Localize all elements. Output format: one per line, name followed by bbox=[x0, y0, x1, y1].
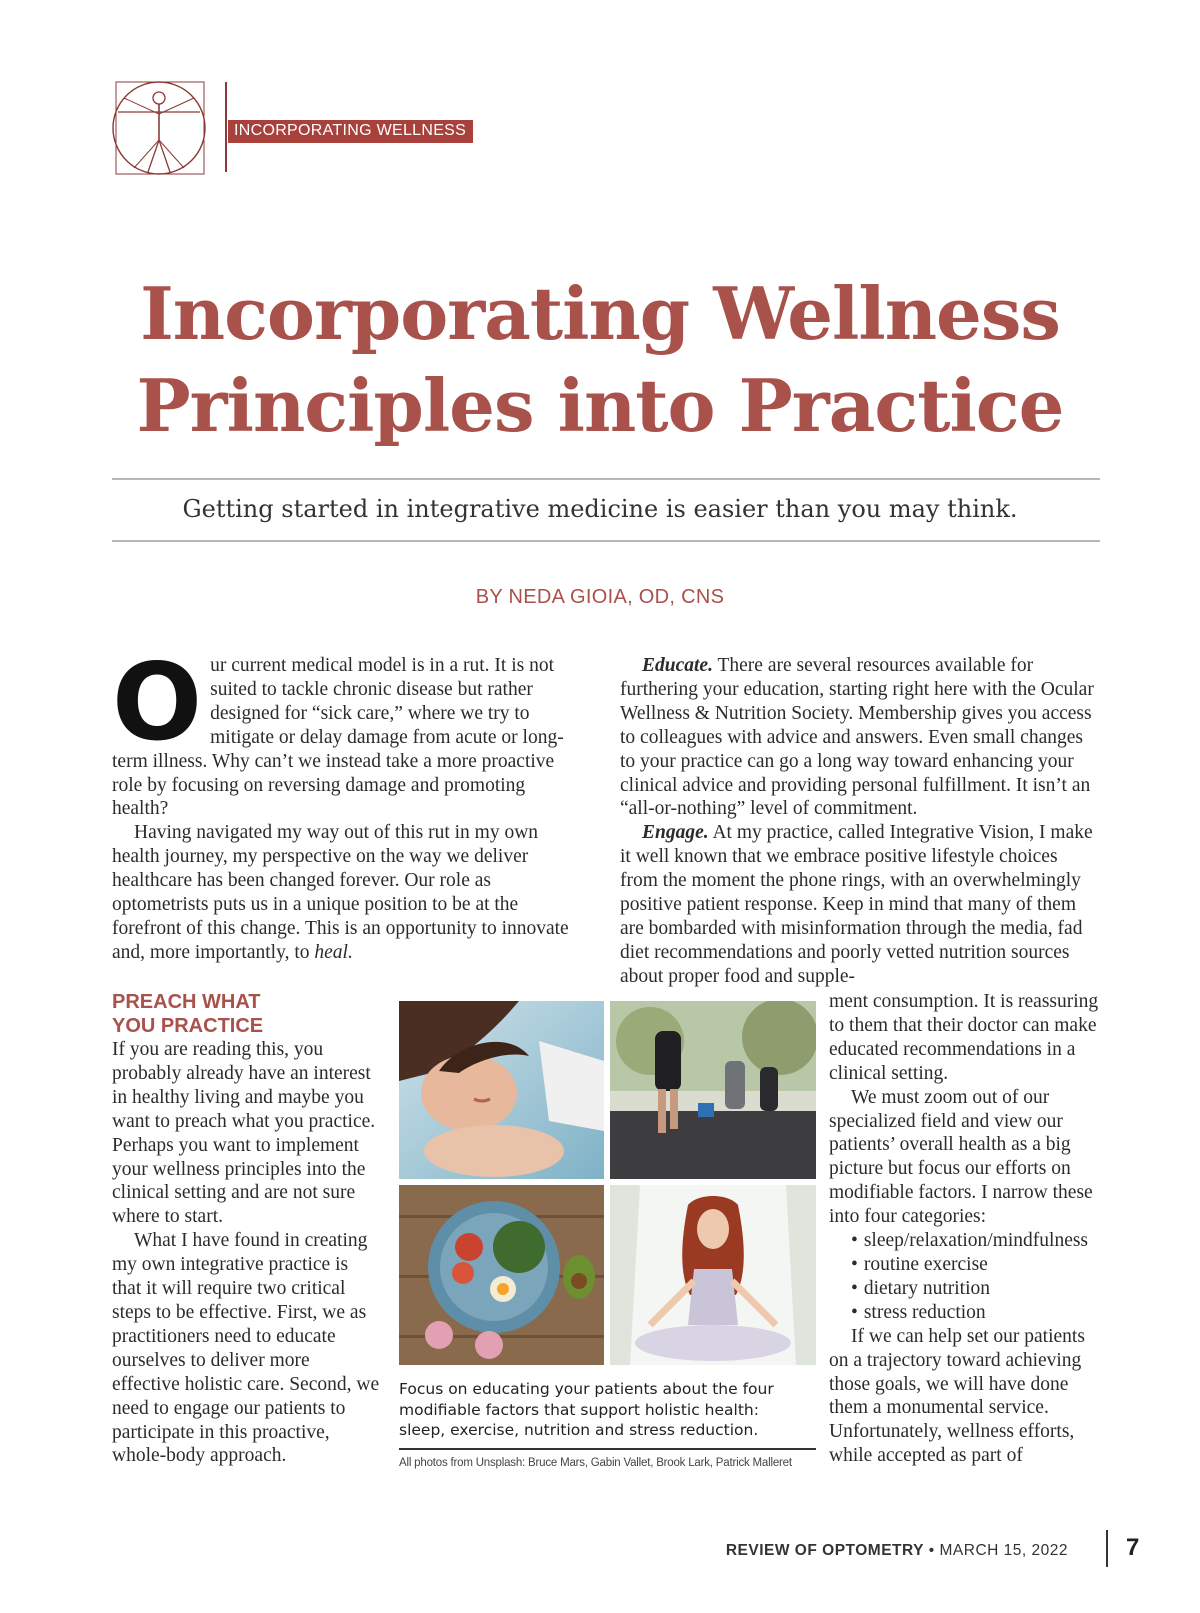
educate-lead: Educate. bbox=[642, 655, 713, 676]
paragraph-7: We must zoom out of our specialized field and view our patients’ overall health as a big picture but focus our efforts on modifiable factors. I narrow these into four categories: bbox=[829, 1086, 1093, 1228]
section-tag: INCORPORATING WELLNESS bbox=[228, 120, 473, 143]
page-footer bbox=[726, 1542, 1068, 1560]
engage-text: At my practice, called Integrative Vision, I make it well known that we embrace positive lifestyle choices from the moment the phone rings, with an overwhelmingly positive patient response. Keep in mind that many of them are bombarded with misinformation through the media, fad diet recommendations and poorly vetted nutrition sources about proper food and supple- bbox=[620, 822, 1093, 987]
caption-rule bbox=[399, 1448, 816, 1450]
title-line-2: Principles into Practice bbox=[136, 363, 1064, 448]
heading-line-2: YOU PRACTICE bbox=[112, 1015, 264, 1037]
engage-lead: Engage. bbox=[642, 822, 709, 844]
footer-separator: • bbox=[923, 1542, 940, 1559]
left-narrow-column bbox=[112, 990, 380, 1468]
article-title bbox=[0, 268, 1200, 452]
issue-date: MARCH 15, 2022 bbox=[939, 1542, 1068, 1559]
list-item: • stress reduction bbox=[829, 1301, 1101, 1325]
sleeping-woman-photo bbox=[399, 1001, 604, 1179]
photo-credit: All photos from Unsplash: Bruce Mars, Gabin Vallet, Brook Lark, Patrick Malleret bbox=[399, 1457, 792, 1469]
photo-caption: Focus on educating your patients about the four modifiable factors that support holistic health: sleep, exercise, nutrition and stress reduction. bbox=[399, 1380, 774, 1439]
footer-divider bbox=[1106, 1530, 1108, 1567]
list-item: • sleep/relaxation/mindfulness bbox=[829, 1229, 1101, 1253]
publication-name: REVIEW OF OPTOMETRY bbox=[725, 1542, 924, 1559]
page-number: 7 bbox=[1126, 1534, 1140, 1561]
right-column bbox=[620, 654, 1100, 989]
photo-grid bbox=[399, 1001, 817, 1368]
runners-photo bbox=[610, 1001, 816, 1179]
paragraph-2 bbox=[112, 821, 582, 964]
article-subtitle: Getting started in integrative medicine is easier than you may think. bbox=[182, 495, 1018, 523]
food-bowl-photo bbox=[399, 1185, 604, 1365]
vitruvian-man-icon bbox=[108, 72, 210, 178]
intro-column bbox=[112, 641, 582, 965]
subtitle-top-rule bbox=[112, 478, 1100, 480]
meditating-woman-photo bbox=[610, 1185, 816, 1365]
paragraph-4: What I have found in creating my own integrative practice is that it will require two critical steps to be effective. First, we as practitioners need to educate ourselves to deliver more effective holistic care. Second, we need to engage our patients to participate in this proactive, whole-body approach. bbox=[112, 1230, 380, 1467]
right-narrow-column bbox=[829, 990, 1101, 1468]
header-divider bbox=[225, 82, 227, 172]
byline: BY NEDA GIOIA, OD, CNS bbox=[475, 586, 725, 608]
dropcap: O bbox=[112, 641, 203, 764]
list-item: • routine exercise bbox=[829, 1253, 1101, 1277]
intro-paragraph bbox=[112, 641, 582, 821]
engage-continuation: ment consumption. It is reassuring to them that their doctor can make educated recommendations in a clinical setting. bbox=[829, 991, 1099, 1084]
paragraph-8: If we can help set our patients on a trajectory toward achieving those goals, we will have done them a monumental service. Unfortunately, wellness efforts, while accepted as part of bbox=[829, 1325, 1085, 1467]
factor-list bbox=[829, 1229, 1101, 1325]
paragraph-2-text: Having navigated my way out of this rut in my own health journey, my perspective on the way we deliver healthcare has been changed forever. Our role as optometrists puts us in a unique position to be at the forefront of this change. This is an opportunity to innovate and, more importantly, to bbox=[112, 822, 569, 963]
title-line-1: Incorporating Wellness bbox=[140, 271, 1060, 356]
section-heading bbox=[112, 990, 380, 1038]
educate-text: There are several resources available for furthering your education, starting right here with the Ocular Wellness & Nutrition Society. Membership gives you access to colleagues with advice and answers. Even small changes to your practice can go a long way toward enhancing your clinical advice and providing personal fulfillment. It isn’t an “all-or-nothing” level of commitment. bbox=[620, 655, 1094, 820]
emphasis-heal: heal. bbox=[314, 941, 353, 963]
paragraph-3: If you are reading this, you probably already have an interest in healthy living and maybe you want to preach what you practice. Perhaps you want to implement your wellness principles into the clinical setting and are not sure where to start. bbox=[112, 1039, 376, 1228]
paragraph-educate bbox=[620, 654, 1100, 821]
subtitle-bottom-rule bbox=[112, 540, 1100, 542]
intro-text: ur current medical model is in a rut. It is not suited to tackle chronic disease but rather designed for “sick care,” where we try to mitigate or delay damage from acute or long-term illness. Why can’t we instead take a more proactive role by focusing on reversing damage and promoting health? bbox=[112, 655, 564, 820]
list-item: • dietary nutrition bbox=[829, 1277, 1101, 1301]
paragraph-engage bbox=[620, 821, 1100, 988]
heading-line-1: PREACH WHAT bbox=[112, 991, 261, 1013]
